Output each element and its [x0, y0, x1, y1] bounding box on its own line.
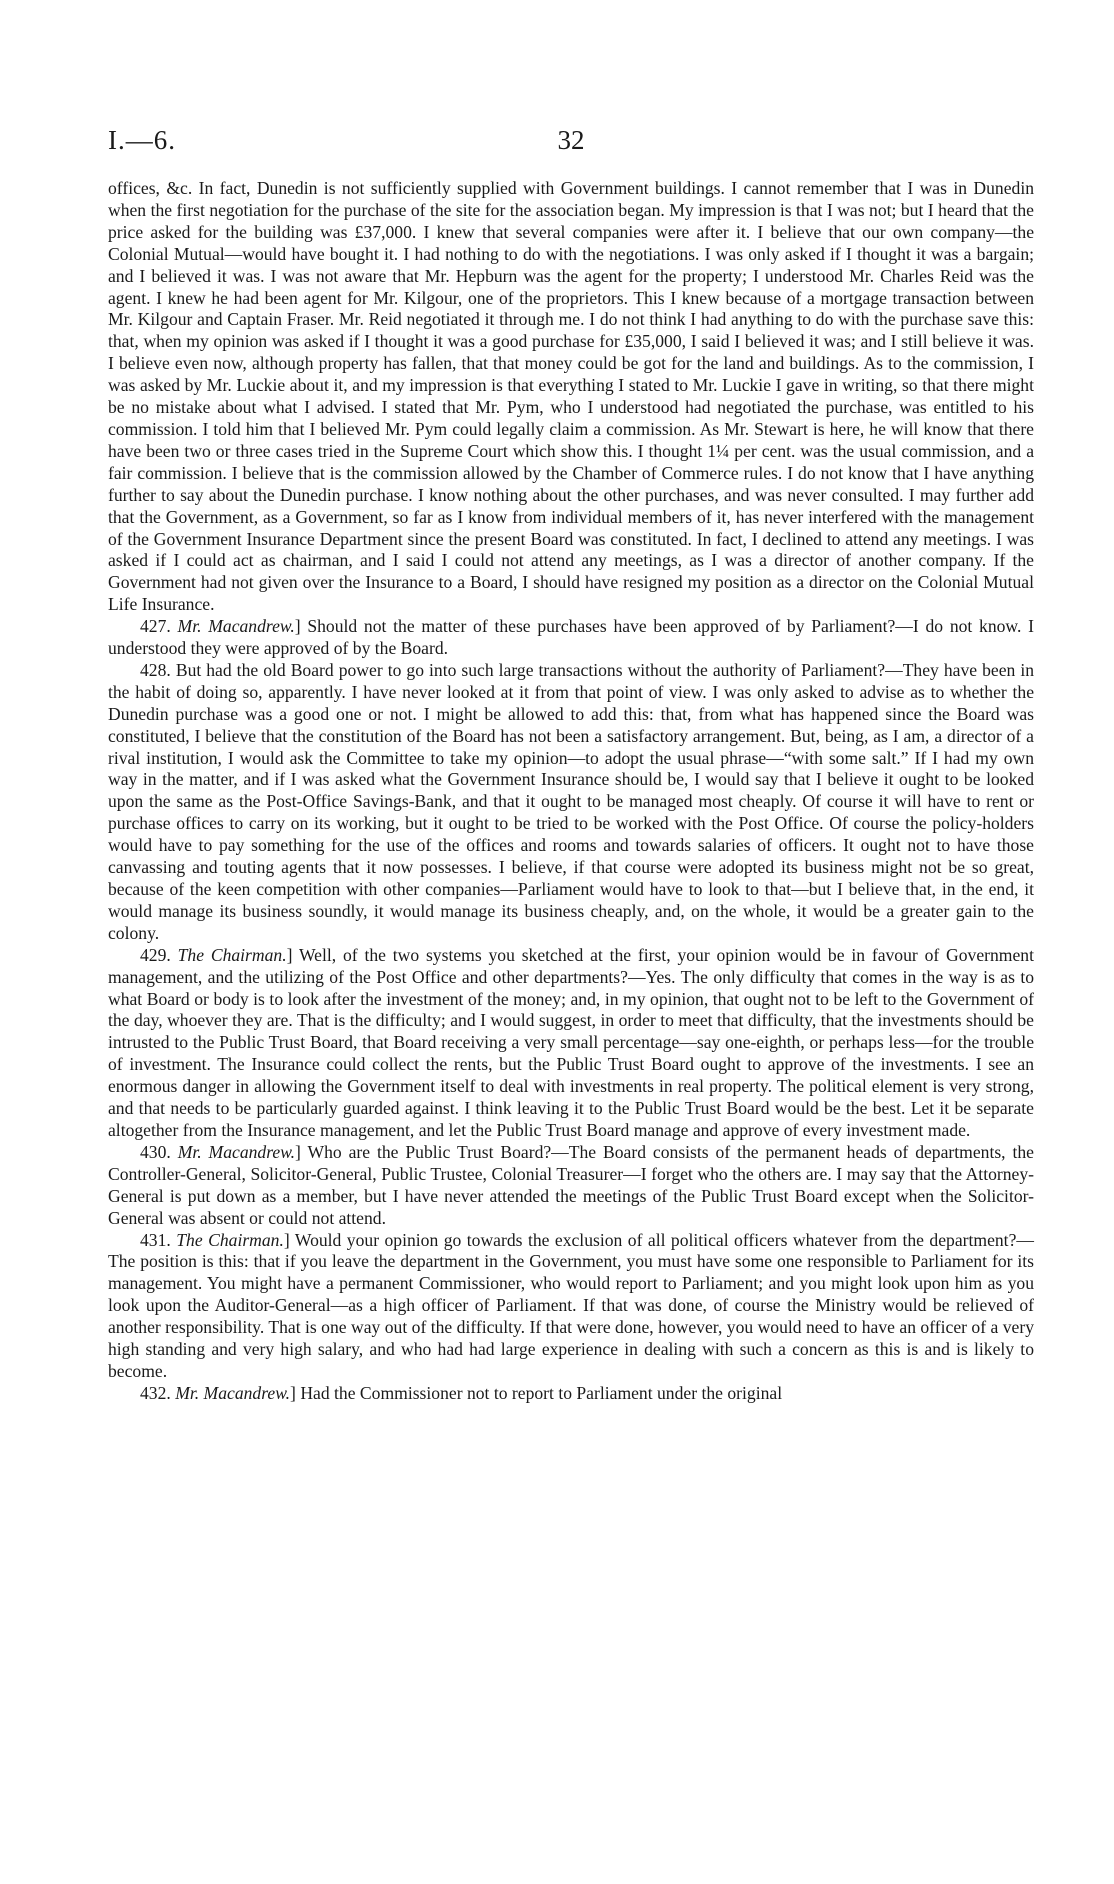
paragraph-text: But had the old Board power to go into such large transactions without the authority of Parliament?—They have been in the habit of doing so, apparently. I have never looked at it from that point of view. I was only asked to advise as to whether the Dunedin purchase was a good one or not. I might be allowed to add this: that, from what has happened since the Board was constituted, I believe that the constitution of the Board has not been a satisfactory arrangement. But, being, as I am, a director of a rival institution, I would ask the Committee to take my opinion—to adopt the usual phrase—“with some salt.” If I had my own way in the matter, and if I was asked what the Government Insurance should be, I would say that I believe it ought to be looked upon the same as the Post-Office Savings-Bank, and that it ought to be managed most cheaply. Of course it will have to rent or purchase offices to carry on its working, but it ought to be tried to be worked with the Post Office. Of course the policy-holders would have to pay something for the use of the offices and rooms and towards salaries of officers. It ought not to have those canvassing and touting agents that it now possesses. I believe, if that course were adopted its business might not be so great, because of the keen competition with other companies—Parliament would have to look to that—but I believe that, in the end, it would manage its business soundly, it would manage its business cheaply, and, on the whole, it would be a greater gain to the colony. [108, 659, 1034, 943]
speaker-name: The Chairman. [177, 944, 287, 965]
paragraph-432: 432. Mr. Macandrew.] Had the Commissioner not to report to Parliament under the original [140, 1382, 783, 1403]
paragraph-text: Who are the Public Trust Board?—The Board consists of the permanent heads of departments, the Controller-General, Solicitor-General, Public Trustee, Colonial Treasurer—I forget who the others are. I may say that the Attorney-General is put down as a member, but I have never attended the meetings of the Public Trust Board except when the Solicitor-General was absent or could not attend. [108, 1141, 1034, 1228]
paragraph-429: 429. The Chairman.] Well, of the two systems you sketched at the first, your opinion would be in favour of Government management, and the utilizing of the Post Office and other departments?—Yes. The only difficulty that comes in the way is as to what Board or body is to look after the investment of the money; and, in my opinion, that ought not to be left to the Government of the day, whoever they are. That is the difficulty; and I would suggest, in order to meet that difficulty, that the investments should be intrusted to the Public Trust Board, that Board receiving a very small percentage—say one-eighth, or perhaps less—for the trouble of investment. The Insurance could collect the rents, but the Public Trust Board ought to approve of the investments. I see an enormous danger in allowing the Government itself to deal with investments in real property. The political element is very strong, and that needs to be particularly guarded against. I think leaving it to the Public Trust Board would be the best. Let it be separate altogether from the Insurance management, and let the Public Trust Board manage and approve of every investment made. [108, 944, 1034, 1140]
paragraph-428 [108, 660, 1034, 945]
paragraph-continued [108, 178, 1034, 616]
question-number: 430. [140, 1141, 171, 1162]
page-header [108, 125, 1034, 165]
speaker-name: Mr. Macandrew. [177, 616, 295, 637]
paragraph-427: 427. Mr. Macandrew.] Should not the matter of these purchases have been approved of by Parliament?—I do not know. I understood they were approved of by the Board. [108, 616, 1034, 659]
paper-reference: I.—6. [108, 125, 176, 155]
question-number: 432. [140, 1382, 171, 1403]
paragraph-text: Well, of the two systems you sketched at the first, your opinion would be in favour of Government management, and the utilizing of the Post Office and other departments?—Yes. The only difficulty that comes in the way is as to what Board or body is to look after the investment of the money; and, in my opinion, that ought not to be left to the Government of the day, whoever they are. That is the difficulty; and I would suggest, in order to meet that difficulty, that the investments should be intrusted to the Public Trust Board, that Board receiving a very small percentage—say one-eighth, or perhaps less—for the trouble of investment. The Insurance could collect the rents, but the Public Trust Board ought to approve of the investments. I see an enormous danger in allowing the Government itself to deal with investments in real property. The political element is very strong, and that needs to be particularly guarded against. I think leaving it to the Public Trust Board would be the best. Let it be separate altogether from the Insurance management, and let the Public Trust Board manage and approve of every investment made. [108, 944, 1034, 1140]
paragraph-430: 430. Mr. Macandrew.] Who are the Public Trust Board?—The Board consists of the permanent heads of departments, the Controller-General, Solicitor-General, Public Trustee, Colonial Treasurer—I forget who the others are. I may say that the Attorney-General is put down as a member, but I have never attended the meetings of the Public Trust Board except when the Solicitor-General was absent or could not attend. [108, 1141, 1034, 1228]
page-number: 32 [557, 125, 585, 155]
paragraph-text: Would your opinion go towards the exclusion of all political officers whatever from the department?—The position is this: that if you leave the department in the Government, you must have some one responsible to Parliament for its management. You might have a permanent Commissioner, who would report to Parliament; and you might look upon him as you look upon the Auditor-General—as a high officer of Parliament. If that was done, of course the Ministry would be relieved of another responsibility. That is one way out of the difficulty. If that were done, however, you would need to have an officer of a very high standing and very high salary, and who had had large experience in dealing with such a concern as this is and is likely to become. [108, 1229, 1034, 1381]
paragraph-text: offices, &c. In fact, Dunedin is not sufficiently supplied with Government buildings. I cannot remember that I was in Dunedin when the first negotiation for the purchase of the site for the association began. My impression is that I was not; but I heard that the price asked for the building was £37,000. I knew that several companies were after it. I believe that our own company—the Colonial Mutual—would have bought it. I had nothing to do with the negotiations. I was only asked if I thought it was a bargain; and I believed it was. I was not aware that Mr. Hepburn was the agent for the property; I understood Mr. Charles Reid was the agent. I knew he had been agent for Mr. Kilgour, one of the proprietors. This I knew because of a mortgage transaction between Mr. Kilgour and Captain Fraser. Mr. Reid negotiated it through me. I do not think I had anything to do with the purchase save this: that, when my opinion was asked if I thought it was a good purchase for £35,000, I said I believed it was; and I still believe it was. I believe even now, although property has fallen, that that money could be got for the land and buildings. As to the commission, I was asked by Mr. Luckie about it, and my impression is that everything I stated to Mr. Luckie I gave in writing, so that there might be no mistake about what I advised. I stated that Mr. Pym, who I understood had negotiated the purchase, was entitled to his commission. I told him that I believed Mr. Pym could legally claim a commission. As Mr. Stewart is here, he will know that there have been two or three cases tried in the Supreme Court which show this. I thought 1¼ per cent. was the usual commission, and a fair commission. I believe that is the commission allowed by the Chamber of Commerce rules. I do not know that I have anything further to say about the Dunedin purchase. I know nothing about the other purchases, and was never consulted. I may further add that the Government, as a Government, so far as I know from individual members of it, has never interfered with the management of the Government Insurance Department since the present Board was constituted. In fact, I declined to attend any meetings. I was asked if I could act as chairman, and I said I could not attend any meetings, as I was a director of another company. If the Government had not given over the Insurance to a Board, I should have resigned my position as a director on the Colonial Mutual Life Insurance. [108, 178, 1034, 615]
speaker-name: Mr. Macandrew. [175, 1382, 291, 1403]
question-number: 427. [140, 616, 171, 637]
question-number: 429. [140, 944, 171, 965]
question-number: 428. [140, 659, 171, 680]
paragraph-text: Should not the matter of these purchases have been approved of by Parliament?—I do not know. I understood they were approved of by the Board. [108, 616, 1034, 659]
paragraph-text: Had the Commissioner not to report to Parliament under the original [300, 1382, 783, 1403]
question-number: 431. [140, 1229, 171, 1250]
speaker-name: The Chairman. [176, 1229, 284, 1250]
speaker-name: Mr. Macandrew. [177, 1141, 296, 1162]
paragraph-431: 431. The Chairman.] Would your opinion go towards the exclusion of all political officers whatever from the department?—The position is this: that if you leave the department in the Government, you must have some one responsible to Parliament for its management. You might have a permanent Commissioner, who would report to Parliament; and you might look upon him as you look upon the Auditor-General—as a high officer of Parliament. If that was done, of course the Ministry would be relieved of another responsibility. That is one way out of the difficulty. If that were done, however, you would need to have an officer of a very high standing and very high salary, and who had had large experience in dealing with such a concern as this is and is likely to become. [108, 1229, 1034, 1381]
document-body [108, 178, 1034, 1405]
